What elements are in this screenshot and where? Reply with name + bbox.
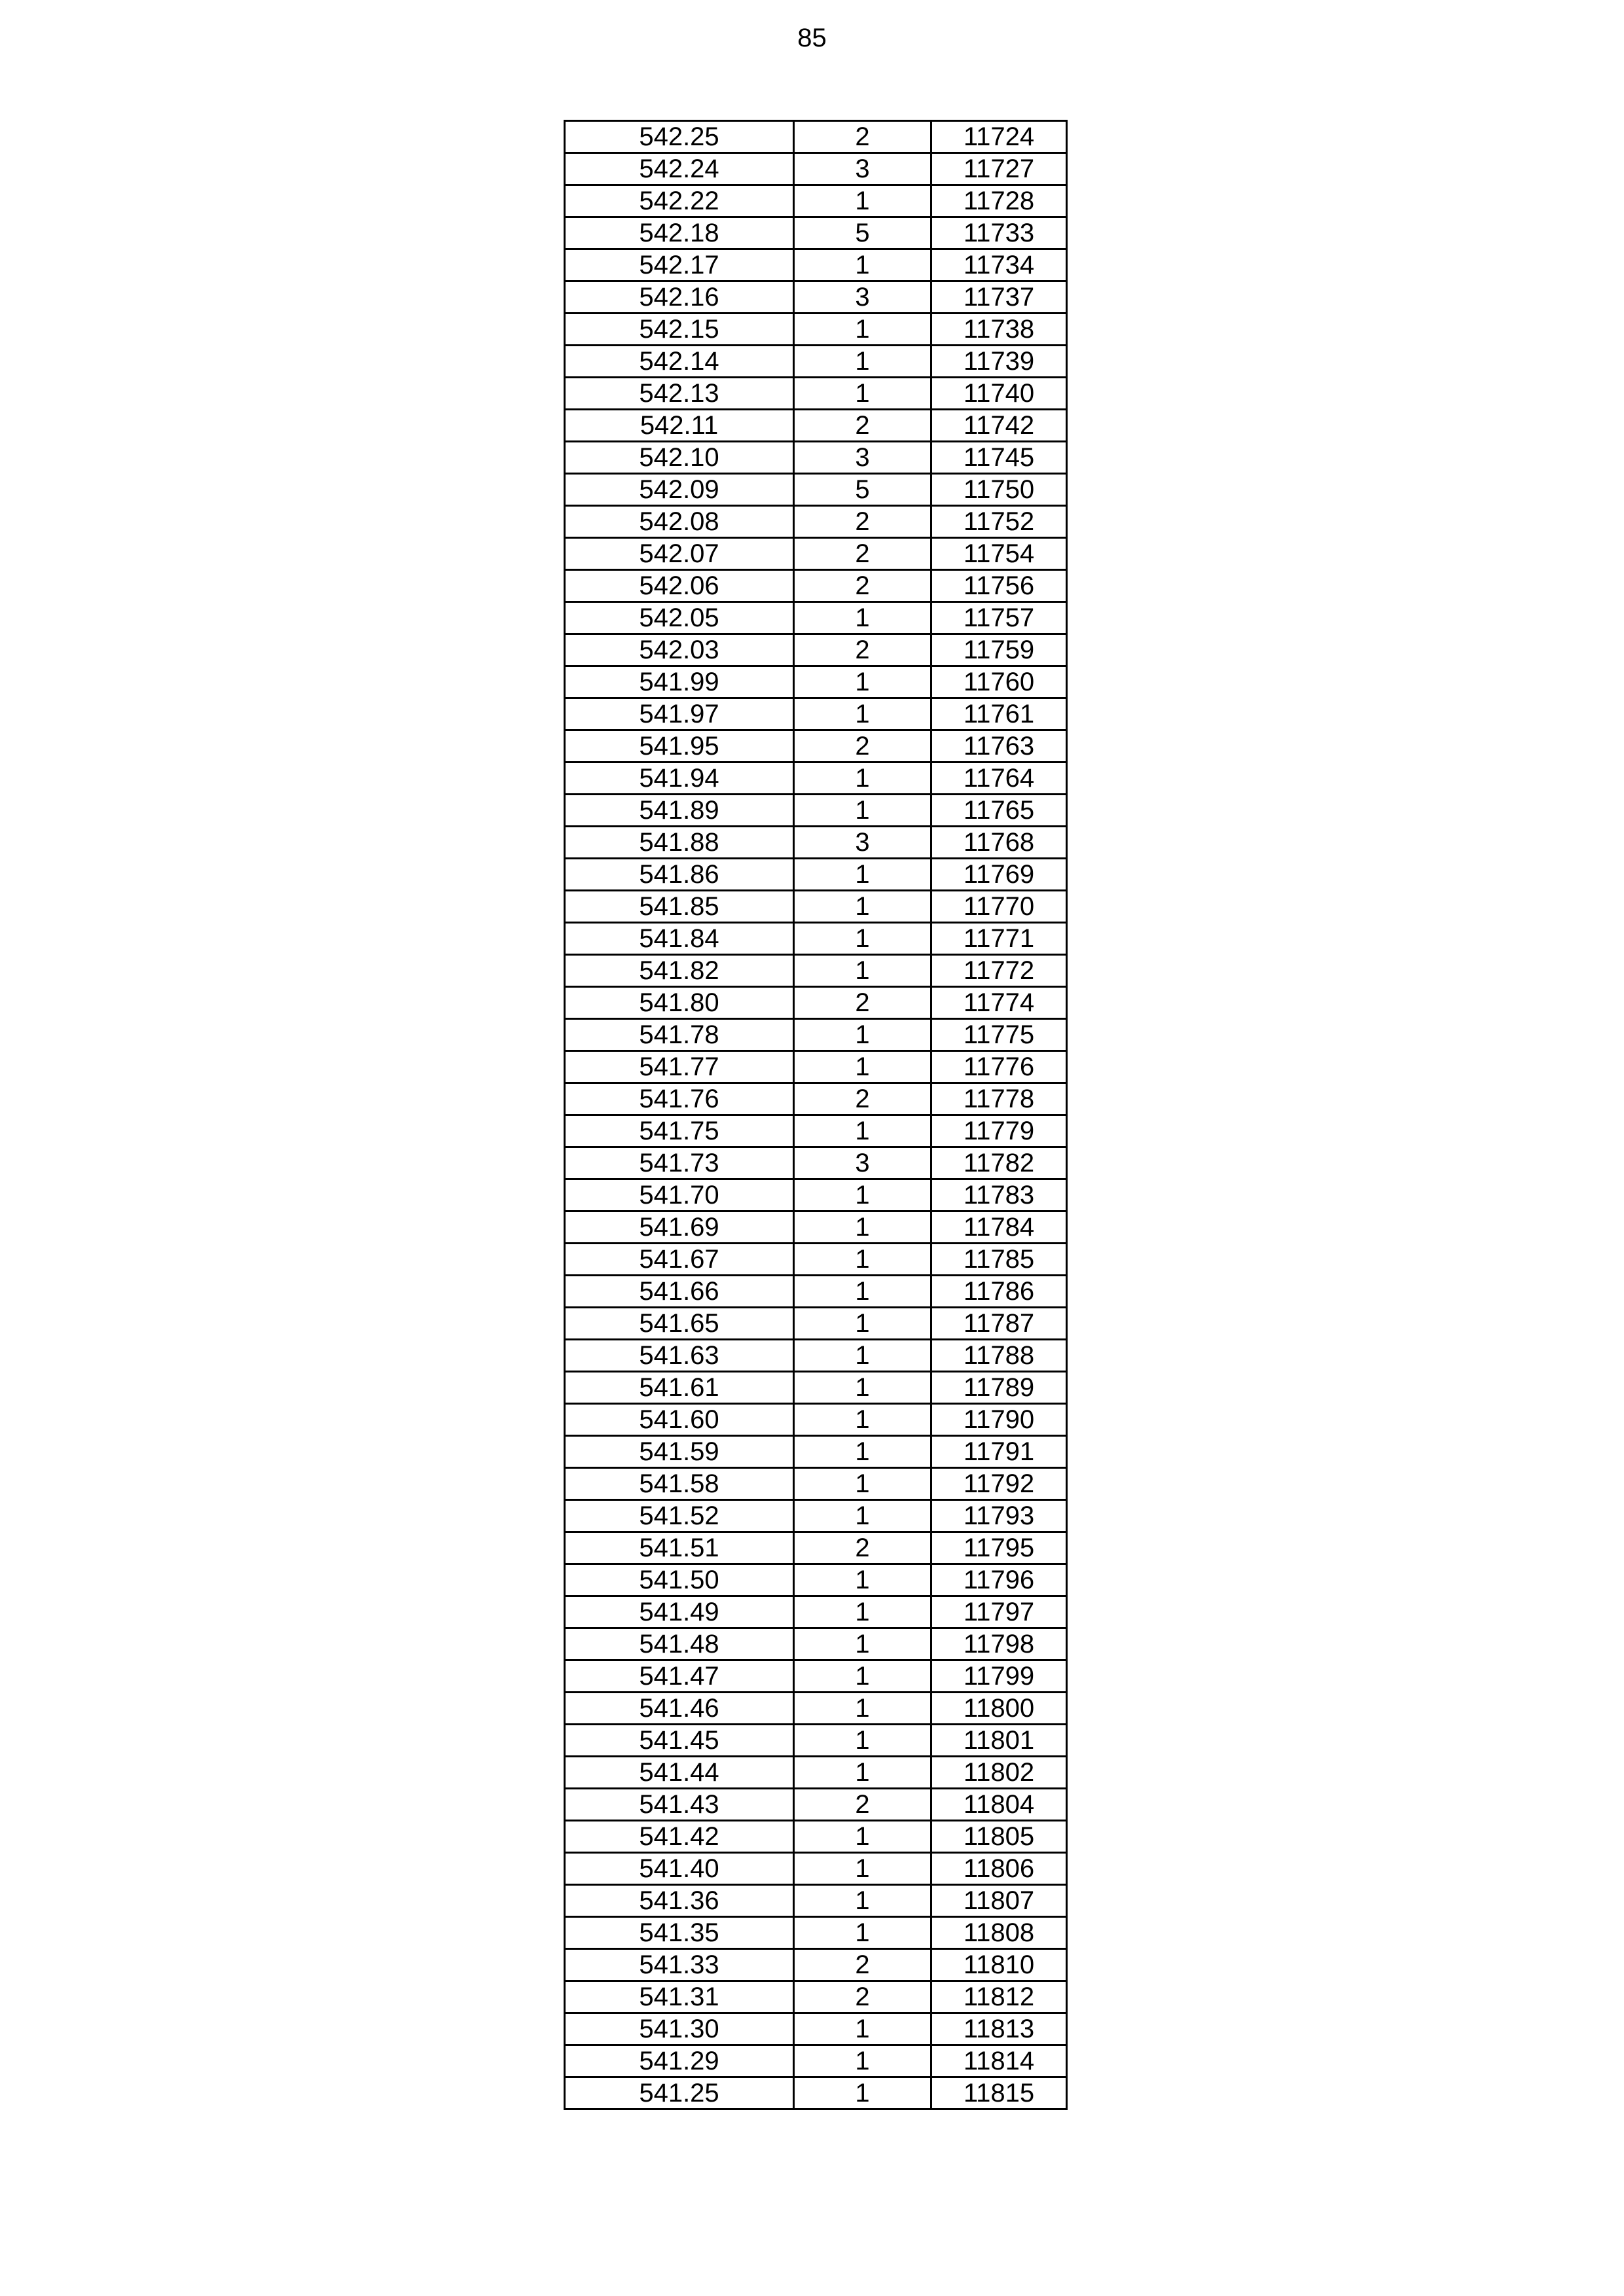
- table-row: [565, 442, 1067, 474]
- cumulative-cell: 11813: [931, 2013, 1067, 2045]
- count-cell: 1: [794, 378, 931, 410]
- count-cell: 1: [794, 1019, 931, 1051]
- value-cell: 541.66: [565, 1276, 794, 1308]
- value-cell: 541.30: [565, 2013, 794, 2045]
- table-row: [565, 1885, 1067, 1917]
- cumulative-cell: 11764: [931, 762, 1067, 795]
- table-row: [565, 1179, 1067, 1211]
- count-cell: 1: [794, 1468, 931, 1500]
- table-row: [565, 1789, 1067, 1821]
- value-cell: 541.51: [565, 1532, 794, 1564]
- count-cell: 2: [794, 1981, 931, 2013]
- count-cell: 3: [794, 1147, 931, 1179]
- count-cell: 2: [794, 1789, 931, 1821]
- count-cell: 1: [794, 249, 931, 281]
- table-row: [565, 2045, 1067, 2077]
- table-row: [565, 1019, 1067, 1051]
- count-cell: 1: [794, 1885, 931, 1917]
- value-cell: 541.82: [565, 955, 794, 987]
- value-cell: 542.10: [565, 442, 794, 474]
- cumulative-cell: 11769: [931, 859, 1067, 891]
- cumulative-cell: 11795: [931, 1532, 1067, 1564]
- cumulative-cell: 11792: [931, 1468, 1067, 1500]
- table-row: [565, 634, 1067, 666]
- cumulative-cell: 11790: [931, 1404, 1067, 1436]
- cumulative-cell: 11775: [931, 1019, 1067, 1051]
- value-cell: 541.25: [565, 2077, 794, 2109]
- table-row: [565, 987, 1067, 1019]
- cumulative-cell: 11754: [931, 538, 1067, 570]
- table-row: [565, 1404, 1067, 1436]
- cumulative-cell: 11802: [931, 1757, 1067, 1789]
- count-cell: 1: [794, 1693, 931, 1725]
- count-cell: 1: [794, 346, 931, 378]
- count-cell: 1: [794, 1211, 931, 1244]
- table-row: [565, 795, 1067, 827]
- count-cell: 1: [794, 602, 931, 634]
- cumulative-cell: 11808: [931, 1917, 1067, 1949]
- count-cell: 1: [794, 1179, 931, 1211]
- count-cell: 1: [794, 1917, 931, 1949]
- count-cell: 1: [794, 1757, 931, 1789]
- count-cell: 1: [794, 891, 931, 923]
- table-row: [565, 730, 1067, 762]
- cumulative-cell: 11757: [931, 602, 1067, 634]
- table-row: [565, 346, 1067, 378]
- table-row: [565, 1211, 1067, 1244]
- value-cell: 542.18: [565, 217, 794, 249]
- table-row: [565, 1660, 1067, 1693]
- table-row: [565, 698, 1067, 730]
- table-row: [565, 1853, 1067, 1885]
- count-cell: 1: [794, 1596, 931, 1628]
- value-cell: 541.42: [565, 1821, 794, 1853]
- table-row: [565, 314, 1067, 346]
- count-cell: 1: [794, 923, 931, 955]
- count-cell: 2: [794, 538, 931, 570]
- table-row: [565, 1500, 1067, 1532]
- count-cell: 1: [794, 1660, 931, 1693]
- table-row: [565, 378, 1067, 410]
- cumulative-cell: 11779: [931, 1115, 1067, 1147]
- value-cell: 542.22: [565, 185, 794, 217]
- cumulative-cell: 11763: [931, 730, 1067, 762]
- value-cell: 541.33: [565, 1949, 794, 1981]
- table-row: [565, 2077, 1067, 2109]
- cumulative-cell: 11768: [931, 827, 1067, 859]
- cumulative-cell: 11784: [931, 1211, 1067, 1244]
- value-cell: 542.08: [565, 506, 794, 538]
- value-cell: 541.94: [565, 762, 794, 795]
- table-row: [565, 474, 1067, 506]
- cumulative-cell: 11805: [931, 1821, 1067, 1853]
- value-cell: 541.86: [565, 859, 794, 891]
- table-row: [565, 1340, 1067, 1372]
- value-cell: 541.45: [565, 1725, 794, 1757]
- table-row: [565, 666, 1067, 698]
- value-cell: 541.67: [565, 1244, 794, 1276]
- count-cell: 1: [794, 762, 931, 795]
- cumulative-cell: 11786: [931, 1276, 1067, 1308]
- value-cell: 542.06: [565, 570, 794, 602]
- table-row: [565, 923, 1067, 955]
- table-row: [565, 602, 1067, 634]
- table-row: [565, 1244, 1067, 1276]
- value-cell: 541.85: [565, 891, 794, 923]
- cumulative-cell: 11760: [931, 666, 1067, 698]
- cumulative-cell: 11810: [931, 1949, 1067, 1981]
- table-row: [565, 1308, 1067, 1340]
- value-cell: 541.43: [565, 1789, 794, 1821]
- count-cell: 1: [794, 1115, 931, 1147]
- count-cell: 1: [794, 1404, 931, 1436]
- value-cell: 541.31: [565, 1981, 794, 2013]
- value-cell: 541.40: [565, 1853, 794, 1885]
- count-cell: 1: [794, 1500, 931, 1532]
- cumulative-cell: 11772: [931, 955, 1067, 987]
- table-row: [565, 1917, 1067, 1949]
- cumulative-cell: 11787: [931, 1308, 1067, 1340]
- value-cell: 541.48: [565, 1628, 794, 1660]
- cumulative-cell: 11785: [931, 1244, 1067, 1276]
- cumulative-cell: 11799: [931, 1660, 1067, 1693]
- table-row: [565, 1981, 1067, 2013]
- cumulative-cell: 11797: [931, 1596, 1067, 1628]
- value-cell: 542.03: [565, 634, 794, 666]
- cumulative-cell: 11812: [931, 1981, 1067, 2013]
- count-cell: 1: [794, 2077, 931, 2109]
- value-cell: 542.07: [565, 538, 794, 570]
- cumulative-cell: 11789: [931, 1372, 1067, 1404]
- page-number: 85: [797, 24, 827, 52]
- table-row: [565, 891, 1067, 923]
- cumulative-cell: 11815: [931, 2077, 1067, 2109]
- table-row: [565, 1532, 1067, 1564]
- table-row: [565, 249, 1067, 281]
- cumulative-cell: 11771: [931, 923, 1067, 955]
- value-cell: 542.17: [565, 249, 794, 281]
- value-cell: 542.14: [565, 346, 794, 378]
- cumulative-cell: 11752: [931, 506, 1067, 538]
- value-cell: 541.63: [565, 1340, 794, 1372]
- count-cell: 1: [794, 1564, 931, 1596]
- cumulative-cell: 11739: [931, 346, 1067, 378]
- value-cell: 541.95: [565, 730, 794, 762]
- value-cell: 541.58: [565, 1468, 794, 1500]
- value-cell: 541.69: [565, 1211, 794, 1244]
- count-cell: 2: [794, 1083, 931, 1115]
- count-cell: 1: [794, 698, 931, 730]
- value-cell: 542.24: [565, 153, 794, 185]
- table-row: [565, 859, 1067, 891]
- value-cell: 541.46: [565, 1693, 794, 1725]
- value-cell: 541.52: [565, 1500, 794, 1532]
- count-cell: 2: [794, 730, 931, 762]
- cumulative-cell: 11734: [931, 249, 1067, 281]
- value-cell: 541.49: [565, 1596, 794, 1628]
- table-row: [565, 153, 1067, 185]
- count-cell: 2: [794, 570, 931, 602]
- table-row: [565, 2013, 1067, 2045]
- cumulative-cell: 11738: [931, 314, 1067, 346]
- table-row: [565, 1628, 1067, 1660]
- cumulative-cell: 11770: [931, 891, 1067, 923]
- table-row: [565, 217, 1067, 249]
- count-cell: 1: [794, 2045, 931, 2077]
- count-cell: 5: [794, 217, 931, 249]
- table-row: [565, 1115, 1067, 1147]
- count-cell: 5: [794, 474, 931, 506]
- value-cell: 541.88: [565, 827, 794, 859]
- cumulative-cell: 11776: [931, 1051, 1067, 1083]
- cumulative-cell: 11728: [931, 185, 1067, 217]
- value-cell: 541.73: [565, 1147, 794, 1179]
- table-row: [565, 185, 1067, 217]
- table-row: [565, 1083, 1067, 1115]
- count-cell: 3: [794, 153, 931, 185]
- cumulative-cell: 11788: [931, 1340, 1067, 1372]
- cumulative-cell: 11814: [931, 2045, 1067, 2077]
- cumulative-cell: 11801: [931, 1725, 1067, 1757]
- count-cell: 2: [794, 410, 931, 442]
- value-cell: 541.36: [565, 1885, 794, 1917]
- value-cell: 541.99: [565, 666, 794, 698]
- value-cell: 541.75: [565, 1115, 794, 1147]
- value-cell: 541.84: [565, 923, 794, 955]
- cumulative-cell: 11737: [931, 281, 1067, 314]
- count-cell: 1: [794, 1628, 931, 1660]
- cumulative-cell: 11733: [931, 217, 1067, 249]
- count-cell: 1: [794, 1853, 931, 1885]
- value-cell: 541.70: [565, 1179, 794, 1211]
- value-cell: 541.47: [565, 1660, 794, 1693]
- count-cell: 1: [794, 1244, 931, 1276]
- value-cell: 542.11: [565, 410, 794, 442]
- cumulative-cell: 11793: [931, 1500, 1067, 1532]
- count-cell: 2: [794, 634, 931, 666]
- count-cell: 1: [794, 666, 931, 698]
- value-cell: 542.15: [565, 314, 794, 346]
- table-row: [565, 762, 1067, 795]
- value-cell: 542.16: [565, 281, 794, 314]
- count-cell: 1: [794, 1340, 931, 1372]
- count-cell: 1: [794, 314, 931, 346]
- table-row: [565, 1725, 1067, 1757]
- cumulative-cell: 11759: [931, 634, 1067, 666]
- cumulative-cell: 11742: [931, 410, 1067, 442]
- count-cell: 3: [794, 827, 931, 859]
- cumulative-cell: 11804: [931, 1789, 1067, 1821]
- table-row: [565, 1051, 1067, 1083]
- count-cell: 1: [794, 185, 931, 217]
- value-cell: 542.13: [565, 378, 794, 410]
- value-cell: 541.61: [565, 1372, 794, 1404]
- data-table: [564, 120, 1068, 2110]
- table-row: [565, 1468, 1067, 1500]
- table-row: [565, 281, 1067, 314]
- count-cell: 1: [794, 1372, 931, 1404]
- count-cell: 2: [794, 987, 931, 1019]
- value-cell: 542.05: [565, 602, 794, 634]
- cumulative-cell: 11791: [931, 1436, 1067, 1468]
- count-cell: 2: [794, 121, 931, 153]
- table-row: [565, 1596, 1067, 1628]
- count-cell: 1: [794, 2013, 931, 2045]
- value-cell: 541.44: [565, 1757, 794, 1789]
- cumulative-cell: 11806: [931, 1853, 1067, 1885]
- cumulative-cell: 11750: [931, 474, 1067, 506]
- count-cell: 3: [794, 442, 931, 474]
- cumulative-cell: 11761: [931, 698, 1067, 730]
- value-cell: 541.77: [565, 1051, 794, 1083]
- count-cell: 1: [794, 795, 931, 827]
- value-cell: 541.59: [565, 1436, 794, 1468]
- count-cell: 1: [794, 1725, 931, 1757]
- table-row: [565, 1372, 1067, 1404]
- count-cell: 1: [794, 1276, 931, 1308]
- table-row: [565, 1436, 1067, 1468]
- value-cell: 541.80: [565, 987, 794, 1019]
- cumulative-cell: 11798: [931, 1628, 1067, 1660]
- cumulative-cell: 11800: [931, 1693, 1067, 1725]
- cumulative-cell: 11756: [931, 570, 1067, 602]
- value-cell: 541.50: [565, 1564, 794, 1596]
- table-row: [565, 1147, 1067, 1179]
- value-cell: 541.78: [565, 1019, 794, 1051]
- value-cell: 541.29: [565, 2045, 794, 2077]
- table-row: [565, 1693, 1067, 1725]
- cumulative-cell: 11783: [931, 1179, 1067, 1211]
- cumulative-cell: 11796: [931, 1564, 1067, 1596]
- cumulative-cell: 11724: [931, 121, 1067, 153]
- table-row: [565, 121, 1067, 153]
- table-row: [565, 1757, 1067, 1789]
- count-cell: 1: [794, 955, 931, 987]
- table-row: [565, 827, 1067, 859]
- count-cell: 2: [794, 1949, 931, 1981]
- count-cell: 2: [794, 1532, 931, 1564]
- table-row: [565, 410, 1067, 442]
- cumulative-cell: 11727: [931, 153, 1067, 185]
- table-row: [565, 1564, 1067, 1596]
- count-cell: 3: [794, 281, 931, 314]
- table-row: [565, 538, 1067, 570]
- count-cell: 1: [794, 1051, 931, 1083]
- count-cell: 1: [794, 1821, 931, 1853]
- table-row: [565, 955, 1067, 987]
- table-row: [565, 1821, 1067, 1853]
- count-cell: 1: [794, 1436, 931, 1468]
- value-cell: 542.25: [565, 121, 794, 153]
- count-cell: 1: [794, 1308, 931, 1340]
- table-body: [565, 121, 1067, 2109]
- cumulative-cell: 11782: [931, 1147, 1067, 1179]
- value-cell: 541.65: [565, 1308, 794, 1340]
- count-cell: 2: [794, 506, 931, 538]
- value-cell: 541.97: [565, 698, 794, 730]
- cumulative-cell: 11778: [931, 1083, 1067, 1115]
- table-row: [565, 570, 1067, 602]
- value-cell: 541.89: [565, 795, 794, 827]
- table-row: [565, 1949, 1067, 1981]
- cumulative-cell: 11765: [931, 795, 1067, 827]
- table-row: [565, 506, 1067, 538]
- cumulative-cell: 11740: [931, 378, 1067, 410]
- value-cell: 541.76: [565, 1083, 794, 1115]
- cumulative-cell: 11774: [931, 987, 1067, 1019]
- value-cell: 542.09: [565, 474, 794, 506]
- value-cell: 541.35: [565, 1917, 794, 1949]
- cumulative-cell: 11745: [931, 442, 1067, 474]
- table-row: [565, 1276, 1067, 1308]
- cumulative-cell: 11807: [931, 1885, 1067, 1917]
- count-cell: 1: [794, 859, 931, 891]
- value-cell: 541.60: [565, 1404, 794, 1436]
